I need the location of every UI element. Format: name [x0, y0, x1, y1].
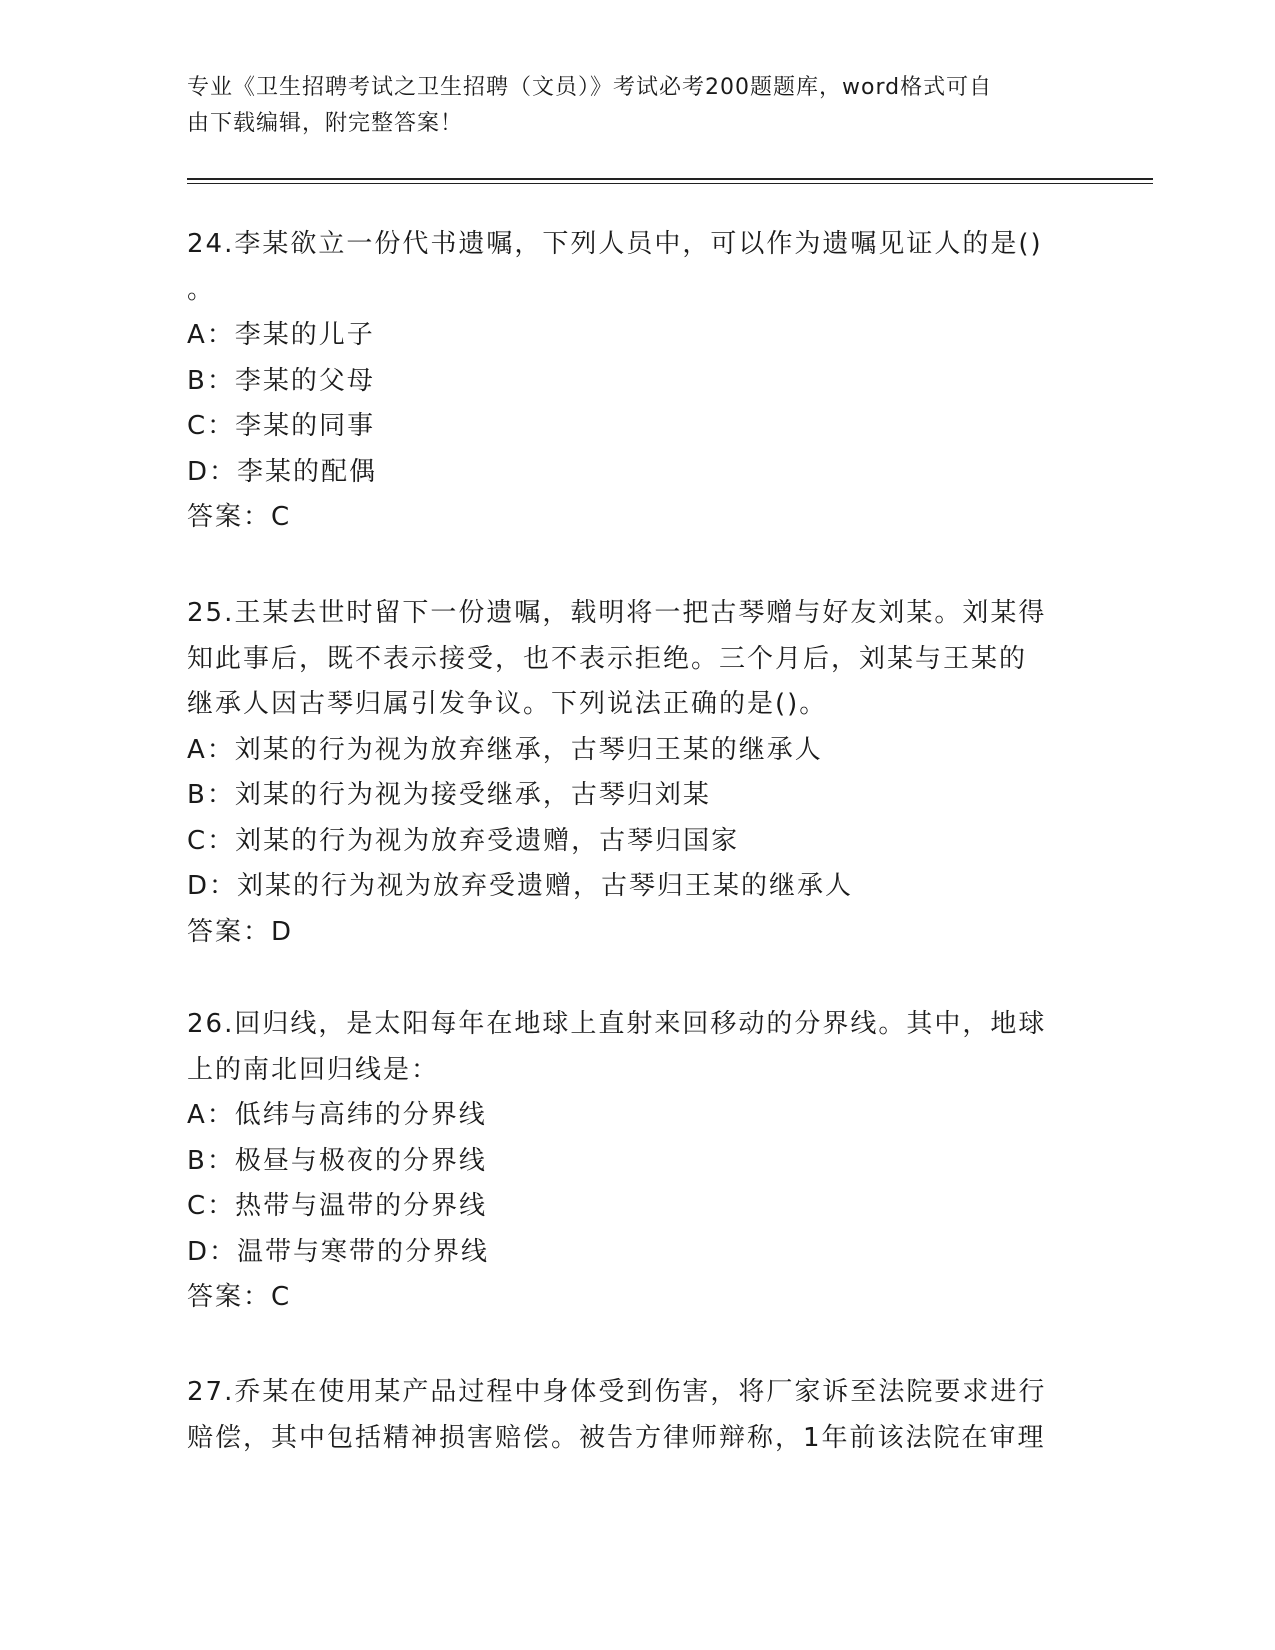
question-stem: 赔偿，其中包括精神损害赔偿。被告方律师辩称，1年前该法院在审理: [187, 1422, 1046, 1453]
question-stem: 继承人因古琴归属引发争议。下列说法正确的是()。: [187, 689, 828, 719]
header-line: 由下载编辑，附完整答案！: [187, 111, 464, 136]
question-stem: 26.回归线，是太阳每年在地球上直射来回移动的分界线。其中，地球: [187, 1009, 1047, 1039]
header-divider: [187, 183, 1153, 184]
option-d: D：刘某的行为视为放弃受遗赠，古琴归王某的继承人: [187, 871, 854, 901]
question-stem: 25.王某去世时留下一份遗嘱，载明将一把古琴赠与好友刘某。刘某得: [187, 598, 1047, 628]
option-b: B：极昼与极夜的分界线: [187, 1145, 487, 1176]
option-c: C：李某的同事: [187, 411, 376, 441]
answer: 答案：C: [187, 1282, 292, 1312]
option-b: B：刘某的行为视为接受继承，古琴归刘某: [187, 780, 711, 810]
question-25: [187, 591, 1087, 955]
option-d: D：温带与寒带的分界线: [187, 1236, 490, 1267]
question-26: [187, 1002, 1087, 1321]
option-d: D：李某的配偶: [187, 456, 378, 487]
question-stem: 24.李某欲立一份代书遗嘱，下列人员中，可以作为遗嘱见证人的是(): [187, 229, 1043, 259]
option-a: A：刘某的行为视为放弃继承，古琴归王某的继承人: [187, 734, 823, 765]
question-27: [187, 1370, 1087, 1461]
question-stem: 上的南北回归线是：: [187, 1054, 440, 1085]
answer: 答案：D: [187, 916, 294, 947]
header-line: 专业《卫生招聘考试之卫生招聘（文员）》考试必考200题题库，word格式可自: [187, 75, 993, 100]
question-24: [187, 222, 1087, 541]
option-a: A：低纬与高纬的分界线: [187, 1100, 487, 1130]
answer: 答案：C: [187, 502, 292, 532]
option-c: C：热带与温带的分界线: [187, 1191, 488, 1221]
question-stem: 。: [187, 274, 216, 305]
question-stem: 27.乔某在使用某产品过程中身体受到伤害，将厂家诉至法院要求进行: [187, 1377, 1047, 1407]
document-header: [187, 70, 1067, 142]
option-c: C：刘某的行为视为放弃受遗赠，古琴归国家: [187, 825, 740, 856]
option-b: B：李某的父母: [187, 365, 375, 396]
question-stem: 知此事后，既不表示接受，也不表示拒绝。三个月后，刘某与王某的: [187, 643, 1028, 674]
option-a: A：李某的儿子: [187, 320, 375, 350]
header-divider: [187, 178, 1153, 180]
